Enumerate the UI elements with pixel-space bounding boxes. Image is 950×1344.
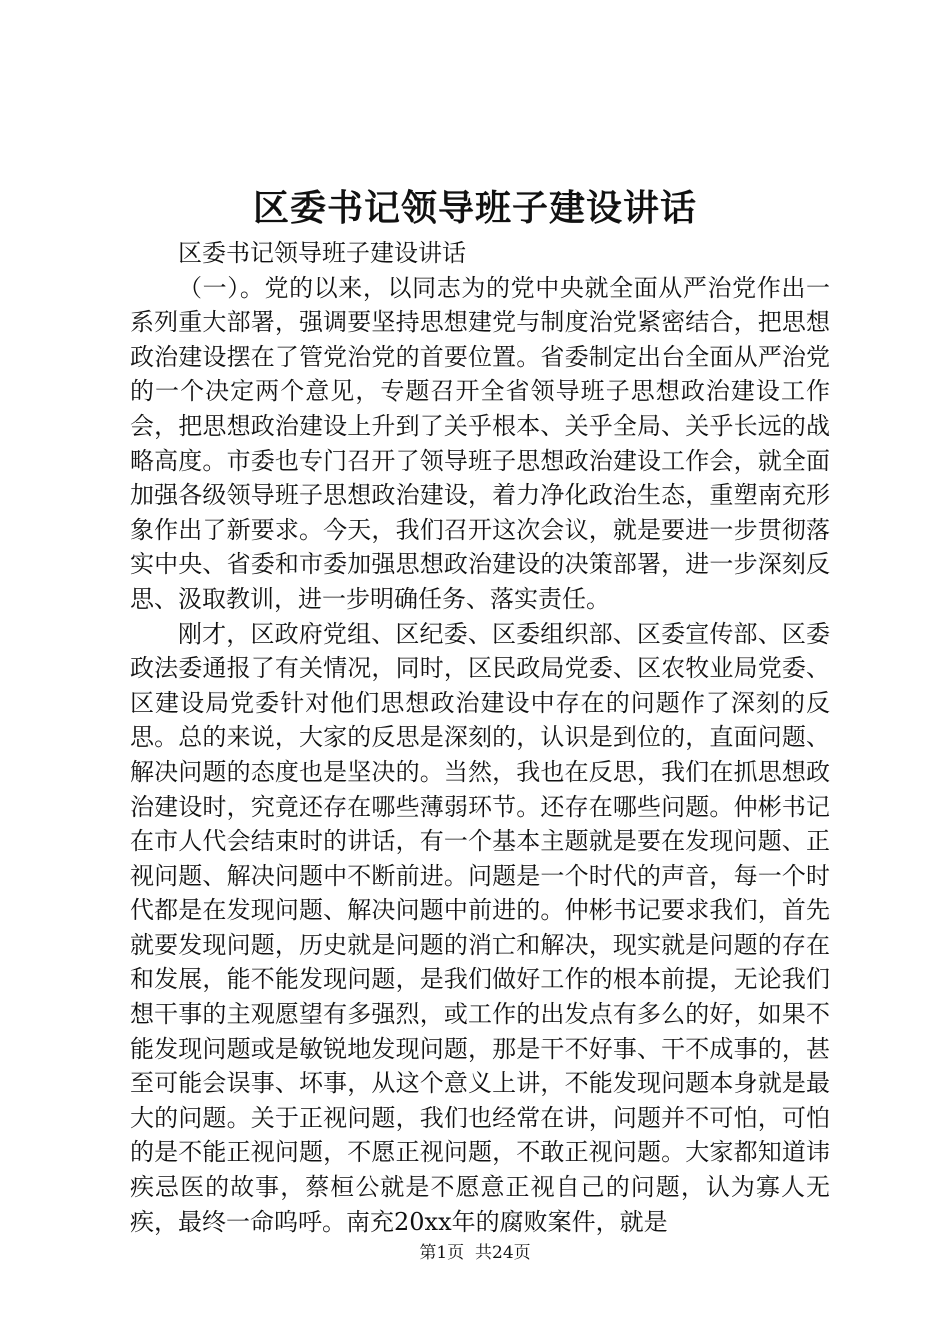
footer-spacer bbox=[464, 1243, 475, 1263]
page-footer bbox=[0, 1241, 950, 1265]
page-total: 共24页 bbox=[475, 1243, 531, 1263]
paragraph-2: 刚才，区政府党组、区纪委、区委组织部、区委宣传部、区委政法委通报了有关情况，同时，区民政局党委、区农牧业局党委、区建设局党委针对他们思想政治建设中存在的问题作了深刻的反思。总的来说，大家的反思是深刻的，认识是到位的，直面问题、解决问题的态度也是坚决的。当然，我也在反思，我们在抓思想政治建设时，究竟还存在哪些薄弱环节。还存在哪些问题。仲彬书记在市人代会结束时的讲话，有一个基本主题就是要在发现问题、正视问题、解决问题中不断前进。问题是一个时代的声音，每一个时代都是在发现问题、解决问题中前进的。仲彬书记要求我们，首先就要发现问题，历史就是问题的消亡和解决，现实就是问题的存在和发展，能不能发现问题，是我们做好工作的根本前提，无论我们想干事的主观愿望有多强烈，或工作的出发点有多么的好，如果不能发现问题或是敏锐地发现问题，那是干不好事、干不成事的，甚至可能会误事、坏事，从这个意义上讲，不能发现问题本身就是最大的问题。关于正视问题，我们也经常在讲，问题并不可怕，可怕的是不能正视问题，不愿正视问题，不敢正视问题。大家都知道讳疾忌医的故事，蔡桓公就是不愿意正视自己的问题，认为寡人无疾，最终一命呜呼。南充20xx年的腐败案件，就是 bbox=[130, 619, 830, 1236]
document-body bbox=[130, 236, 830, 1239]
page-number: 第1页 bbox=[419, 1243, 465, 1263]
paragraph-subtitle: 区委书记领导班子建设讲话 bbox=[178, 239, 466, 267]
paragraph-1: （一）。党的以来，以同志为的党中央就全面从严治党作出一系列重大部署，强调要坚持思想建党与制度治党紧密结合，把思想政治建设摆在了管党治党的首要位置。省委制定出台全面从严治党的一个决定两个意见，专题召开全省领导班子思想政治建设工作会，把思想政治建设上升到了关乎根本、关乎全局、关乎长远的战略高度。市委也专门召开了领导班子思想政治建设工作会，就全面加强各级领导班子思想政治建设，着力净化政治生态，重塑南充形象作出了新要求。今天，我们召开这次会议，就是要进一步贯彻落实中央、省委和市委加强思想政治建设的决策部署，进一步深刻反思、汲取教训，进一步明确任务、落实责任。 bbox=[130, 273, 830, 613]
document-title: 区委书记领导班子建设讲话 bbox=[252, 187, 697, 229]
